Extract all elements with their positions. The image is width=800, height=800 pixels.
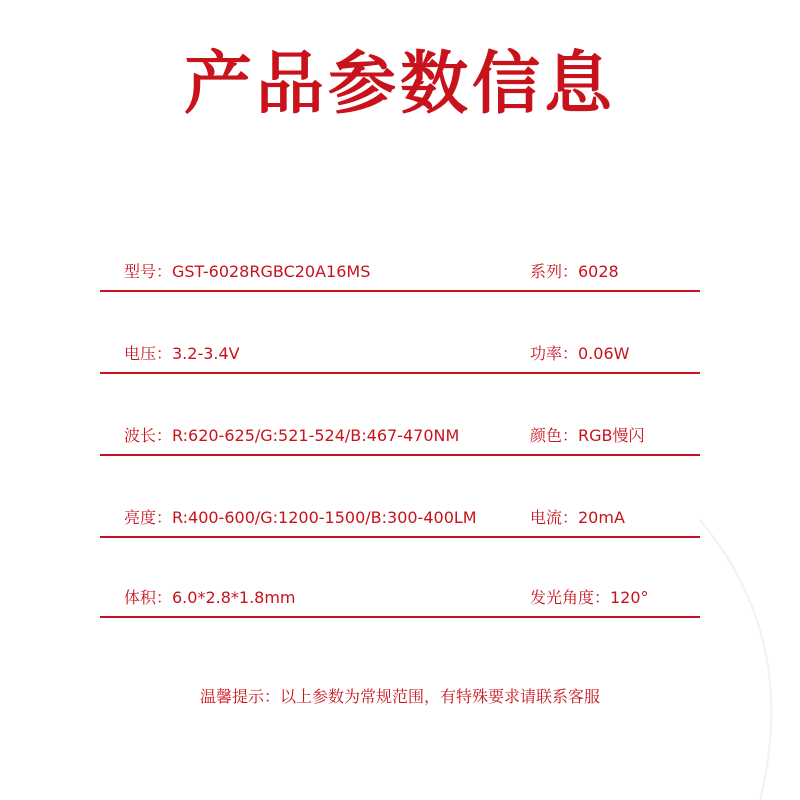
row-divider (100, 616, 700, 618)
param-row-wavelength (100, 426, 700, 456)
param-row-size (100, 588, 700, 618)
param-color: 颜色：RGB慢闪 (530, 426, 645, 445)
row-divider (100, 290, 700, 292)
param-series: 系列：6028 (530, 262, 619, 281)
param-wavelength: 波长：R:620-625/G:521-524/B:467-470NM (124, 426, 460, 445)
param-voltage: 电压：3.2-3.4V (124, 344, 240, 363)
footer-note: 温馨提示：以上参数为常规范围，有特殊要求请联系客服 (199, 687, 600, 706)
row-divider (100, 454, 700, 456)
param-row-model (100, 262, 700, 292)
row-divider (100, 536, 700, 538)
param-row-brightness (100, 508, 700, 538)
param-row-voltage (100, 344, 700, 374)
param-model: 型号：GST-6028RGBC20A16MS (124, 262, 371, 281)
param-power: 功率：0.06W (530, 344, 630, 363)
row-divider (100, 372, 700, 374)
page-title: 产品参数信息 (183, 45, 616, 124)
param-brightness: 亮度：R:400-600/G:1200-1500/B:300-400LM (124, 508, 477, 527)
param-size: 体积：6.0*2.8*1.8mm (124, 588, 296, 607)
param-angle: 发光角度：120° (530, 588, 649, 607)
param-current: 电流：20mA (530, 508, 625, 527)
